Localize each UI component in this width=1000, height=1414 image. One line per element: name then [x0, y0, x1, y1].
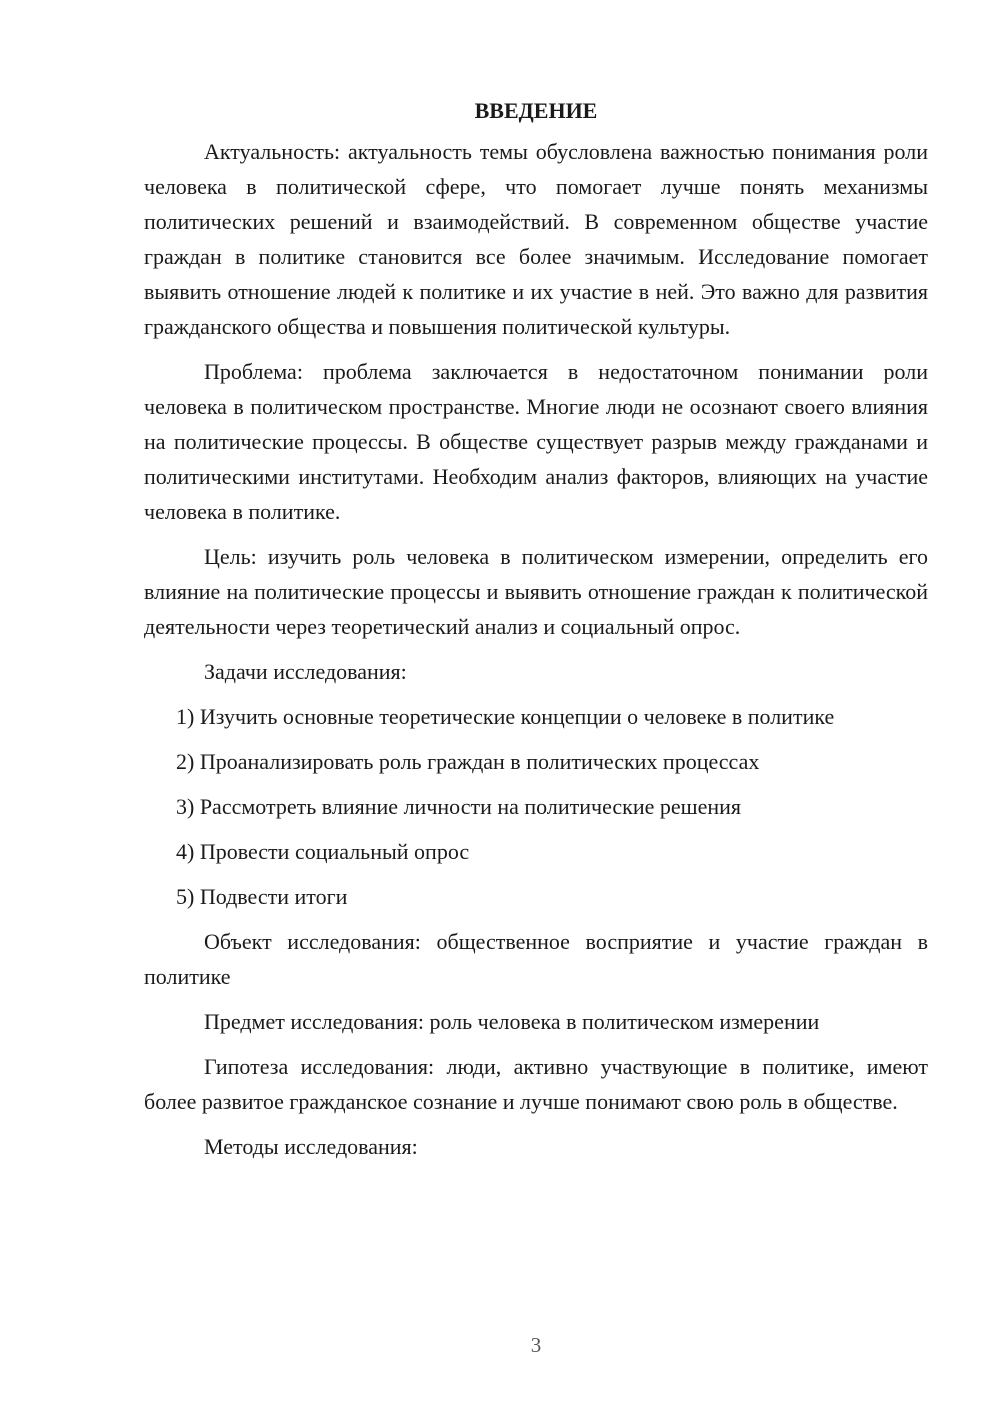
- document-page: [144, 96, 928, 1174]
- tasks-list: [144, 699, 928, 914]
- list-item: 5) Подвести итоги: [176, 884, 348, 909]
- relevance-paragraph: Актуальность: актуальность темы обусловлена важностью понимания роли человека в политической сфере, что помогает лучше понять механизмы политических решений и взаимодействий. В современном обществе участие граждан в политике становится все более значимым. Исследование помогает выявить отношение людей к политике и их участие в ней. Это важно для развития гражданского общества и повышения политической культуры.: [144, 139, 928, 339]
- hypothesis-paragraph: Гипотеза исследования: люди, активно участвующие в политике, имеют более развитое гражданское сознание и лучше понимают свою роль в обществе.: [144, 1054, 928, 1114]
- page-number: 3: [530, 1333, 542, 1357]
- list-item: 4) Провести социальный опрос: [176, 839, 470, 864]
- methods-heading: Методы исследования:: [204, 1134, 418, 1159]
- list-item: 3) Рассмотреть влияние личности на политические решения: [176, 794, 742, 819]
- page-title: ВВЕДЕНИЕ: [474, 98, 598, 123]
- object-paragraph: Объект исследования: общественное восприятие и участие граждан в политике: [144, 929, 928, 989]
- list-item: 2) Проанализировать роль граждан в политических процессах: [176, 749, 760, 774]
- list-item: 1) Изучить основные теоретические концепции о человеке в политике: [176, 704, 835, 729]
- subject-paragraph: Предмет исследования: роль человека в политическом измерении: [204, 1009, 820, 1034]
- goal-paragraph: Цель: изучить роль человека в политическом измерении, определить его влияние на политические процессы и выявить отношение граждан к политической деятельности через теоретический анализ и социальный опрос.: [144, 544, 928, 639]
- tasks-heading: Задачи исследования:: [204, 659, 407, 684]
- problem-paragraph: Проблема: проблема заключается в недостаточном понимании роли человека в политическом пространстве. Многие люди не осознают своего влияния на политические процессы. В обществе существует разрыв между гражданами и политическими институтами. Необходим анализ факторов, влияющих на участие человека в политике.: [144, 359, 928, 524]
